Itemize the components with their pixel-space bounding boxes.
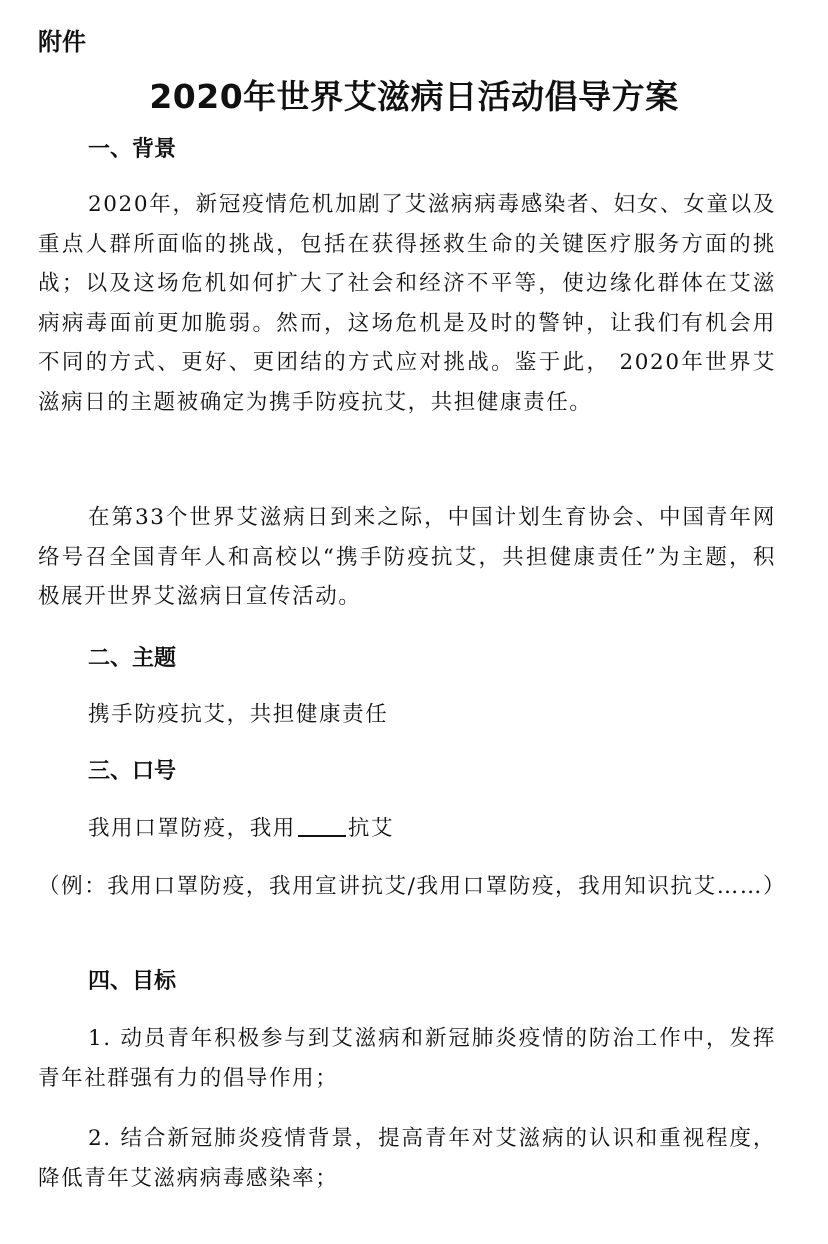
slogan-text — [88, 813, 394, 844]
section-heading-theme: 二、主题 — [88, 646, 177, 671]
theme-text: 携手防疫抗艾，共担健康责任 — [88, 702, 389, 727]
document-title: 2020年世界艾滋病日活动倡导方案 — [149, 77, 679, 116]
slogan-blank-line — [298, 813, 346, 837]
slogan-example: （例：我用口罩防疫，我用宣讲抗艾/我用口罩防疫，我用知识抗艾……） — [38, 874, 787, 899]
section-heading-goals: 四、目标 — [88, 969, 177, 994]
goal-item-2: 2. 结合新冠肺炎疫情背景，提高青年对艾滋病的认识和重视程度，降低青年艾滋病病毒感染率； — [38, 1126, 776, 1191]
attachment-label: 附件 — [38, 28, 86, 56]
section-heading-background: 一、背景 — [88, 137, 177, 162]
background-paragraph-2: 在第33个世界艾滋病日到来之际，中国计划生育协会、中国青年网络号召全国青年人和高校以“携手防疫抗艾，共担健康责任”为主题，积极展开世界艾滋病日宣传活动。 — [38, 505, 776, 609]
section-heading-slogan: 三、口号 — [88, 759, 177, 784]
slogan-text-after: 抗艾 — [347, 816, 395, 841]
goal-item-1: 1. 动员青年积极参与到艾滋病和新冠肺炎疫情的防治工作中，发挥青年社群强有力的倡导作用； — [38, 1026, 776, 1091]
slogan-text-before: 我用口罩防疫，我用 — [88, 816, 296, 841]
background-paragraph-1: 2020年，新冠疫情危机加剧了艾滋病病毒感染者、妇女、女童以及重点人群所面临的挑战，包括在获得拯救生命的关键医疗服务方面的挑战；以及这场危机如何扩大了社会和经济不平等，使边缘化群体在艾滋病病毒面前更加脆弱。然而，这场危机是及时的警钟，让我们有机会用不同的方式、更好、更团结的方式应对挑战。鉴于此， 2020年世界艾滋病日的主题被确定为携手防疫抗艾，共担健康责任。 — [38, 192, 776, 415]
